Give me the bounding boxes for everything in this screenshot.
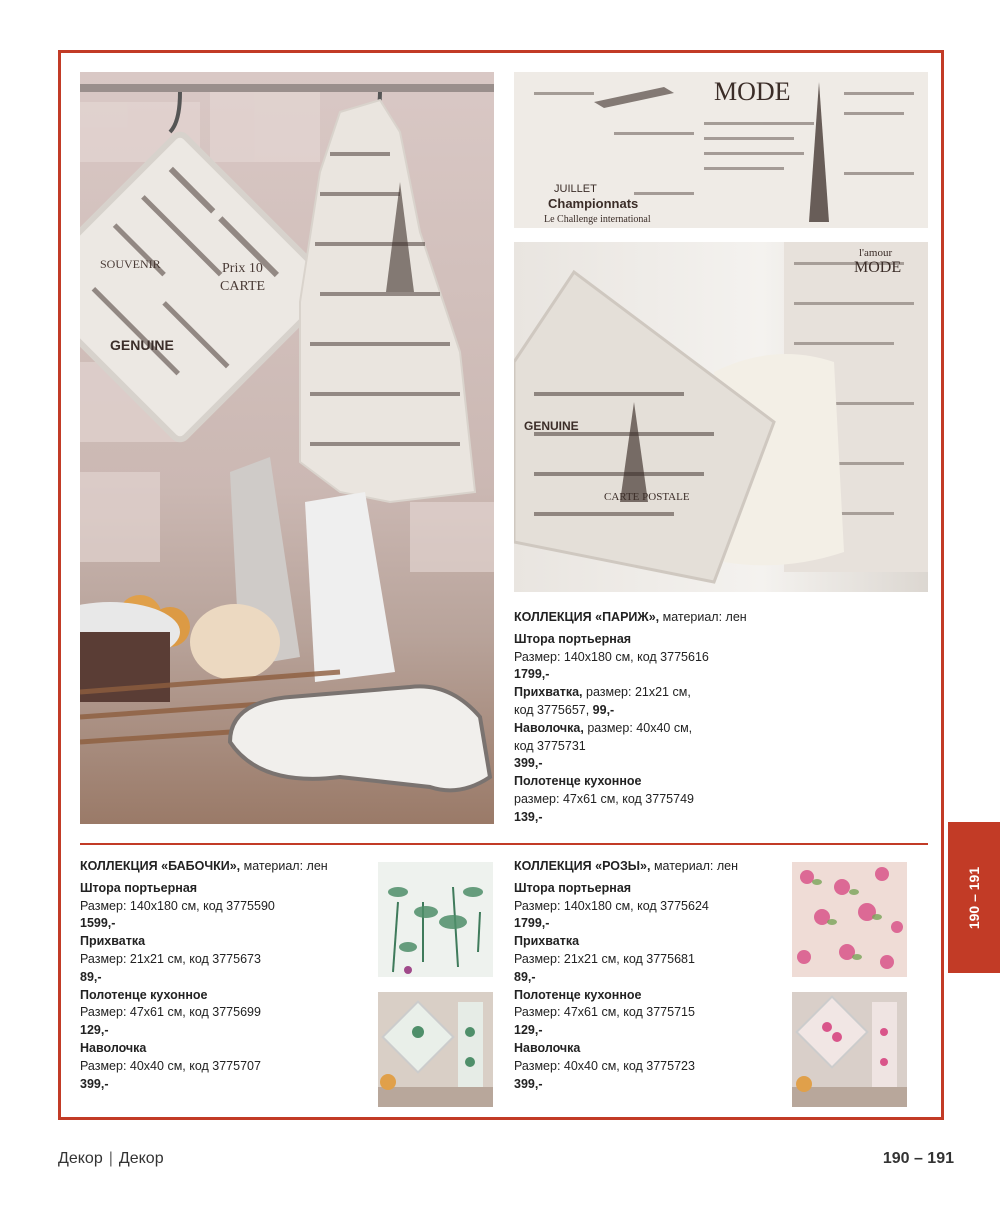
paris-curtain-name: Штора портьерная [514,631,632,646]
paris-pillowcase-price: 399,- [514,756,543,771]
page-side-tab [948,822,1000,973]
paris-collection-material: материал: лен [659,610,747,624]
roses-collection-title: КОЛЛЕКЦИЯ «РОЗЫ», [514,859,651,873]
butterflies-towel-price: 129,- [80,1023,109,1038]
paris-potholder-code: код 3775657, [514,702,593,717]
pillow-carte-text: CARTE POSTALE [604,491,690,503]
butterflies-curtain-name: Штора портьерная [80,880,198,895]
butterflies-collection-material: материал: лен [240,859,328,873]
paris-kitchen-photo [80,72,494,824]
butterflies-curtain-detail: Размер: 140х180 см, код 3775590 [80,898,275,913]
butterflies-pillowcase-name: Наволочка [80,1040,147,1055]
butterflies-curtain-price: 1599,- [80,916,116,931]
side-tab-pages: 190 – 191 [966,866,982,929]
butterflies-potholder-name: Прихватка [80,934,146,949]
paris-potholder-size: размер: 21х21 см, [582,685,691,700]
footer-section: Декор [58,1150,103,1167]
paris-potholder-price: 99,- [592,702,615,717]
roses-kitchen-thumbnail [792,992,907,1107]
roses-potholder-price: 89,- [514,969,536,984]
pillow-lamour-text: l'amour [859,247,893,259]
footer-subsection: Декор [118,1150,164,1167]
potholder-souvenir-text: SOUVENIR [100,257,161,271]
roses-description [514,858,738,1093]
roses-pillowcase-detail: Размер: 40х40 см, код 3775723 [514,1058,695,1073]
pillow-genuine-text: GENUINE [524,419,579,433]
butterflies-description [80,858,328,1093]
butterflies-pillowcase-price: 399,- [80,1076,109,1091]
potholder-genuine-text: GENUINE [110,337,174,353]
fabric-championnats-text: Championnats [548,196,639,211]
paris-towel-detail: размер: 47х61 см, код 3775749 [514,791,694,806]
footer-page-numbers: 190 – 191 [882,1150,954,1167]
footer-breadcrumb [58,1150,164,1168]
roses-pillowcase-name: Наволочка [514,1040,581,1055]
paris-curtain-detail: Размер: 140х180 см, код 3775616 [514,649,709,664]
roses-curtain-price: 1799,- [514,916,550,931]
paris-pillowcase-size: размер: 40х40 см, [583,720,693,735]
butterflies-fabric-thumbnail [378,862,493,977]
potholder-carte-text: CARTE [220,279,266,294]
butterflies-pillowcase-detail: Размер: 40х40 см, код 3775707 [80,1058,261,1073]
potholder-prix-text: Prix 10 [222,261,263,276]
roses-fabric-thumbnail [792,862,907,977]
fabric-mode-text: MODE [714,77,791,106]
roses-towel-price: 129,- [514,1023,543,1038]
roses-towel-name: Полотенце кухонное [514,987,642,1002]
butterflies-potholder-detail: Размер: 21х21 см, код 3775673 [80,951,261,966]
butterflies-kitchen-thumbnail [378,992,493,1107]
paris-pillowcase-code: код 3775731 [514,738,586,753]
paris-description [514,609,747,827]
butterflies-collection-title: КОЛЛЕКЦИЯ «БАБОЧКИ», [80,859,241,873]
fabric-challenge-text: Le Challenge international [544,214,651,225]
footer-separator: | [108,1150,113,1167]
fabric-juillet-text: JUILLET [554,183,597,195]
paris-collection-title: КОЛЛЕКЦИЯ «ПАРИЖ», [514,610,660,624]
paris-pillowcase-name: Наволочка, [514,720,584,735]
paris-curtain-price: 1799,- [514,667,550,682]
roses-collection-material: материал: лен [650,859,739,873]
roses-potholder-detail: Размер: 21х21 см, код 3775681 [514,951,695,966]
paris-potholder-name: Прихватка, [514,685,583,700]
paris-fabric-swatch [514,72,928,228]
pillow-mode-text: MODE [854,259,902,276]
roses-towel-detail: Размер: 47х61 см, код 3775715 [514,1005,695,1020]
roses-curtain-detail: Размер: 140х180 см, код 3775624 [514,898,709,913]
section-divider [80,843,928,845]
paris-towel-name: Полотенце кухонное [514,774,642,789]
roses-curtain-name: Штора портьерная [514,880,632,895]
paris-pillow-photo [514,242,928,592]
butterflies-towel-name: Полотенце кухонное [80,987,208,1002]
roses-potholder-name: Прихватка [514,934,580,949]
butterflies-towel-detail: Размер: 47х61 см, код 3775699 [80,1005,261,1020]
roses-pillowcase-price: 399,- [514,1076,543,1091]
butterflies-potholder-price: 89,- [80,969,102,984]
paris-towel-price: 139,- [514,809,543,824]
